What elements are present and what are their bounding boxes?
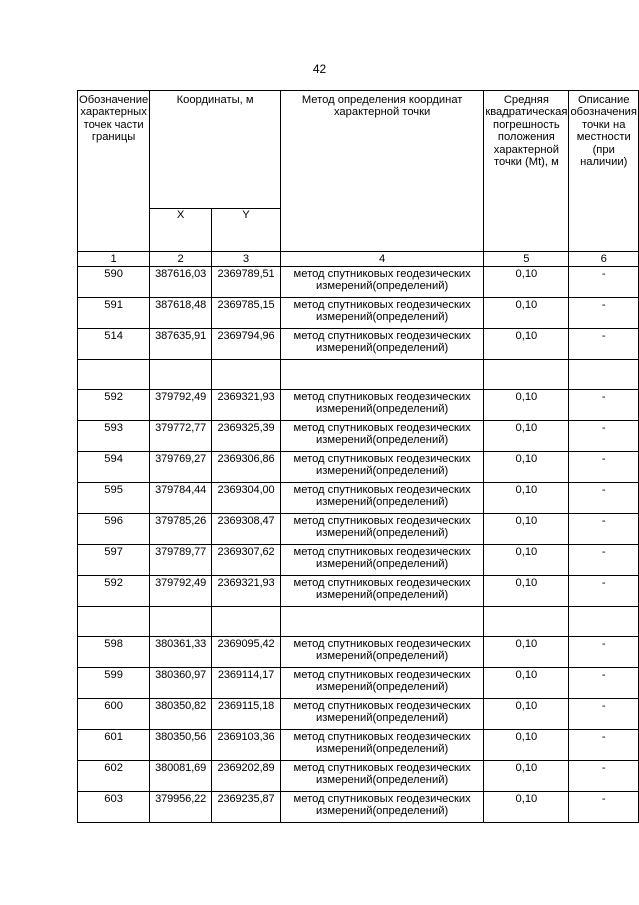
table-row — [78, 329, 639, 360]
description: - — [569, 452, 639, 483]
description: - — [569, 730, 639, 761]
table-row — [78, 637, 639, 668]
page-number: 42 — [312, 62, 327, 76]
coord-y: 2369321,93 — [212, 576, 281, 607]
coord-x: 380361,33 — [150, 637, 212, 668]
table-row — [78, 668, 639, 699]
description: - — [569, 668, 639, 699]
description: - — [569, 514, 639, 545]
coord-y: 2369308,47 — [212, 514, 281, 545]
error-value: 0,10 — [484, 699, 569, 730]
empty-cell — [212, 360, 281, 390]
point-number: 598 — [78, 637, 150, 668]
empty-cell — [569, 360, 639, 390]
error-value: 0,10 — [484, 545, 569, 576]
separator-row — [78, 360, 639, 390]
coord-x: 387616,03 — [150, 267, 212, 298]
method: метод спутниковых геодезических измерений(определений) — [280, 545, 483, 576]
error-value: 0,10 — [484, 637, 569, 668]
coordinates-table — [77, 90, 639, 823]
error-value: 0,10 — [484, 421, 569, 452]
error-value: 0,10 — [484, 483, 569, 514]
column-number: 6 — [569, 252, 639, 267]
coord-y: 2369103,36 — [212, 730, 281, 761]
empty-cell — [280, 360, 483, 390]
description: - — [569, 483, 639, 514]
coord-y: 2369321,93 — [212, 390, 281, 421]
coord-y: 2369325,39 — [212, 421, 281, 452]
coord-x: 380350,56 — [150, 730, 212, 761]
point-number: 590 — [78, 267, 150, 298]
point-number: 514 — [78, 329, 150, 360]
error-value: 0,10 — [484, 576, 569, 607]
coord-x: 380081,69 — [150, 761, 212, 792]
table-row — [78, 421, 639, 452]
point-number: 601 — [78, 730, 150, 761]
coord-y: 2369202,89 — [212, 761, 281, 792]
column-number-row — [78, 252, 639, 267]
coord-x: 379784,44 — [150, 483, 212, 514]
empty-cell — [78, 360, 150, 390]
column-number: 2 — [150, 252, 212, 267]
description: - — [569, 329, 639, 360]
error-value: 0,10 — [484, 329, 569, 360]
coord-y: 2369235,87 — [212, 792, 281, 823]
error-value: 0,10 — [484, 514, 569, 545]
description: - — [569, 267, 639, 298]
description: - — [569, 637, 639, 668]
description: - — [569, 390, 639, 421]
empty-cell — [78, 607, 150, 637]
error-value: 0,10 — [484, 267, 569, 298]
coord-y: 2369785,15 — [212, 298, 281, 329]
empty-cell — [569, 607, 639, 637]
point-number: 591 — [78, 298, 150, 329]
method: метод спутниковых геодезических измерений(определений) — [280, 267, 483, 298]
coord-x: 379792,49 — [150, 576, 212, 607]
description: - — [569, 576, 639, 607]
error-value: 0,10 — [484, 298, 569, 329]
header-row — [78, 91, 639, 209]
error-value: 0,10 — [484, 761, 569, 792]
method: метод спутниковых геодезических измерений(определений) — [280, 483, 483, 514]
table-row — [78, 576, 639, 607]
coord-y: 2369794,96 — [212, 329, 281, 360]
coord-y: 2369115,18 — [212, 699, 281, 730]
coord-y: 2369789,51 — [212, 267, 281, 298]
coord-x: 379792,49 — [150, 390, 212, 421]
column-number: 1 — [78, 252, 150, 267]
method: метод спутниковых геодезических измерений(определений) — [280, 730, 483, 761]
header-description: Описание обозначения точки на местности (при наличии) — [569, 91, 639, 252]
point-number: 597 — [78, 545, 150, 576]
description: - — [569, 421, 639, 452]
method: метод спутниковых геодезических измерений(определений) — [280, 699, 483, 730]
point-number: 603 — [78, 792, 150, 823]
method: метод спутниковых геодезических измерений(определений) — [280, 637, 483, 668]
coord-y: 2369095,42 — [212, 637, 281, 668]
method: метод спутниковых геодезических измерений(определений) — [280, 514, 483, 545]
method: метод спутниковых геодезических измерений(определений) — [280, 329, 483, 360]
empty-cell — [150, 360, 212, 390]
error-value: 0,10 — [484, 792, 569, 823]
coord-y: 2369307,62 — [212, 545, 281, 576]
empty-cell — [212, 607, 281, 637]
table-row — [78, 761, 639, 792]
table-row — [78, 390, 639, 421]
coord-x: 379956,22 — [150, 792, 212, 823]
description: - — [569, 792, 639, 823]
header-error: Средняя квадратическая погрешность положения характерной точки (Mt), м — [484, 91, 569, 252]
point-number: 592 — [78, 390, 150, 421]
method: метод спутниковых геодезических измерений(определений) — [280, 298, 483, 329]
description: - — [569, 298, 639, 329]
point-number: 592 — [78, 576, 150, 607]
table-row — [78, 514, 639, 545]
description: - — [569, 699, 639, 730]
point-number: 602 — [78, 761, 150, 792]
empty-cell — [484, 607, 569, 637]
method: метод спутниковых геодезических измерений(определений) — [280, 390, 483, 421]
description: - — [569, 545, 639, 576]
table-row — [78, 545, 639, 576]
header-y: Y — [212, 209, 281, 252]
table-row — [78, 267, 639, 298]
coord-x: 387618,48 — [150, 298, 212, 329]
coord-x: 379769,27 — [150, 452, 212, 483]
coord-y: 2369304,00 — [212, 483, 281, 514]
coord-x: 380350,82 — [150, 699, 212, 730]
empty-cell — [280, 607, 483, 637]
method: метод спутниковых геодезических измерений(определений) — [280, 792, 483, 823]
table-row — [78, 483, 639, 514]
header-method: Метод определения координат характерной точки — [280, 91, 483, 252]
error-value: 0,10 — [484, 452, 569, 483]
description: - — [569, 761, 639, 792]
table-row — [78, 699, 639, 730]
separator-row — [78, 607, 639, 637]
coord-x: 379772,77 — [150, 421, 212, 452]
point-number: 600 — [78, 699, 150, 730]
table-row — [78, 730, 639, 761]
point-number: 595 — [78, 483, 150, 514]
coord-y: 2369306,86 — [212, 452, 281, 483]
header-x: X — [150, 209, 212, 252]
empty-cell — [150, 607, 212, 637]
point-number: 596 — [78, 514, 150, 545]
coord-x: 380360,97 — [150, 668, 212, 699]
header-coordinates: Координаты, м — [150, 91, 281, 209]
table-row — [78, 298, 639, 329]
coord-y: 2369114,17 — [212, 668, 281, 699]
point-number: 594 — [78, 452, 150, 483]
empty-cell — [484, 360, 569, 390]
method: метод спутниковых геодезических измерений(определений) — [280, 761, 483, 792]
method: метод спутниковых геодезических измерений(определений) — [280, 452, 483, 483]
coord-x: 379789,77 — [150, 545, 212, 576]
method: метод спутниковых геодезических измерений(определений) — [280, 421, 483, 452]
method: метод спутниковых геодезических измерений(определений) — [280, 576, 483, 607]
error-value: 0,10 — [484, 730, 569, 761]
coord-x: 387635,91 — [150, 329, 212, 360]
error-value: 0,10 — [484, 390, 569, 421]
point-number: 593 — [78, 421, 150, 452]
table-row — [78, 452, 639, 483]
coord-x: 379785,26 — [150, 514, 212, 545]
method: метод спутниковых геодезических измерений(определений) — [280, 668, 483, 699]
column-number: 5 — [484, 252, 569, 267]
column-number: 3 — [212, 252, 281, 267]
header-point-designation: Обозначение характерных точек части границы — [78, 91, 150, 252]
table-row — [78, 792, 639, 823]
point-number: 599 — [78, 668, 150, 699]
error-value: 0,10 — [484, 668, 569, 699]
column-number: 4 — [280, 252, 483, 267]
